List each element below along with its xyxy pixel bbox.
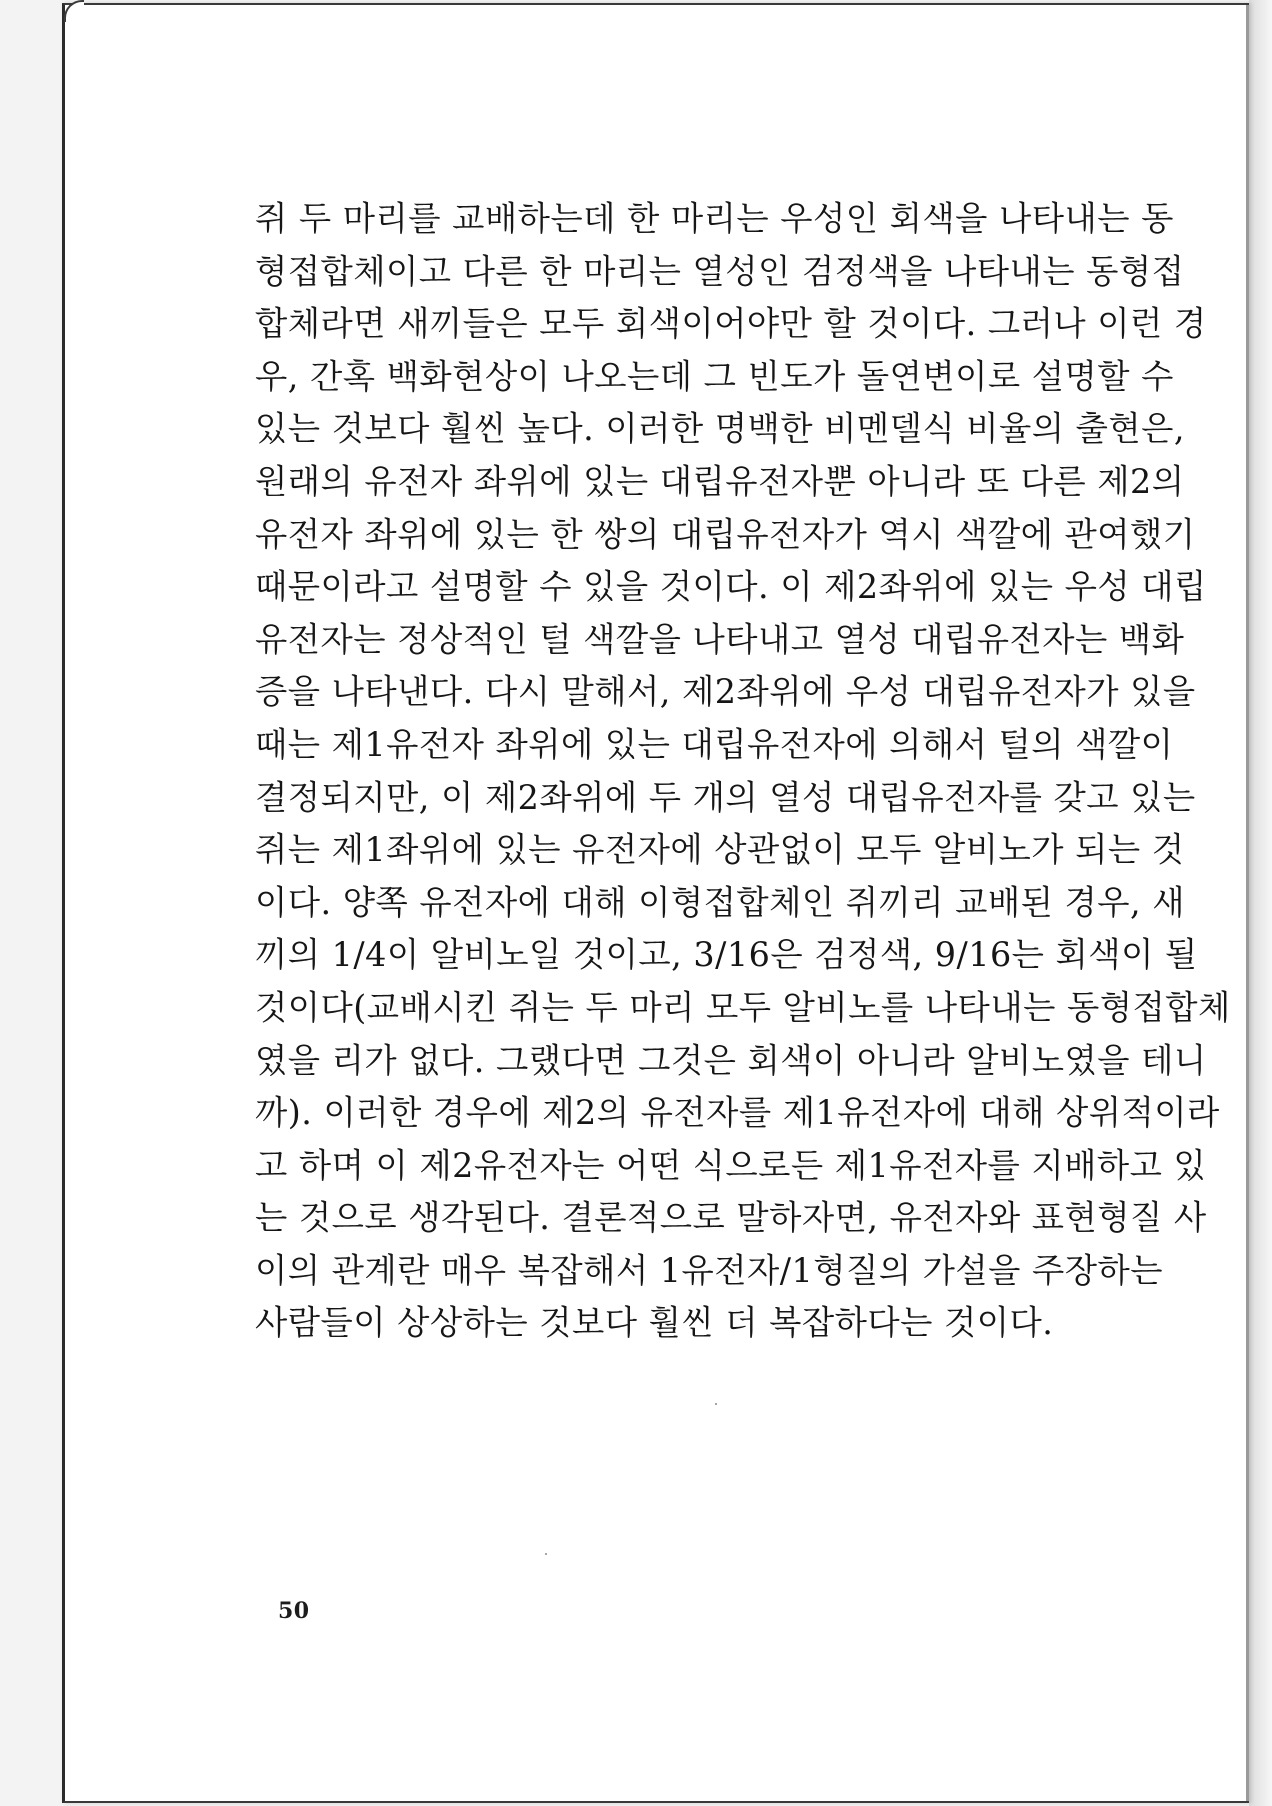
text-line: 였을 리가 없다. 그랬다면 그것은 회색이 아니라 알비노였을 테니 (255, 1040, 1207, 1080)
text-line: 원래의 유전자 좌위에 있는 대립유전자뿐 아니라 또 다른 제2의 (255, 461, 1185, 501)
body-paragraph (255, 193, 1231, 1350)
text-line: 이의 관계란 매우 복잡해서 1유전자/1형질의 가설을 주장하는 (255, 1250, 1164, 1290)
text-line: 쥐 두 마리를 교배하는데 한 마리는 우성인 회색을 나타내는 동 (255, 199, 1174, 238)
scan-speck (545, 1553, 547, 1555)
text-line: 형접합체이고 다른 한 마리는 열성인 검정색을 나타내는 동형접 (255, 251, 1185, 291)
text-line: 합체라면 새끼들은 모두 회색이어야만 할 것이다. 그러나 이런 경 (255, 304, 1207, 344)
text-line: 것이다(교배시킨 쥐는 두 마리 모두 알비노를 나타내는 동형접합체 (255, 987, 1231, 1027)
scan-speck (715, 1403, 717, 1405)
text-line: 유전자 좌위에 있는 한 쌍의 대립유전자가 역시 색깔에 관여했기 (255, 514, 1196, 554)
text-line-last: 사람들이 상상하는 것보다 훨씬 더 복잡하다는 것이다. (255, 1303, 1054, 1343)
text-line: 증을 나타낸다. 다시 말해서, 제2좌위에 우성 대립유전자가 있을 (255, 672, 1196, 712)
binding-shadow (1249, 0, 1272, 1806)
text-line: 때문이라고 설명할 수 있을 것이다. 이 제2좌위에 있는 우성 대립 (255, 567, 1207, 607)
text-line: 끼의 1/4이 알비노일 것이고, 3/16은 검정색, 9/16는 회색이 될 (255, 935, 1198, 975)
text-line: 는 것으로 생각된다. 결론적으로 말하자면, 유전자와 표현형질 사 (255, 1198, 1207, 1238)
text-line: 고 하며 이 제2유전자는 어떤 식으로든 제1유전자를 지배하고 있 (255, 1145, 1207, 1185)
text-line: 결정되지만, 이 제2좌위에 두 개의 열성 대립유전자를 갖고 있는 (255, 777, 1196, 817)
text-line: 때는 제1유전자 좌위에 있는 대립유전자에 의해서 털의 색깔이 (255, 724, 1174, 764)
page-number: 50 (278, 1598, 310, 1624)
text-line: 우, 간혹 백화현상이 나오는데 그 빈도가 돌연변이로 설명할 수 (255, 356, 1174, 396)
text-line: 이다. 양쪽 유전자에 대해 이형접합체인 쥐끼리 교배된 경우, 새 (255, 882, 1186, 922)
text-line: 있는 것보다 훨씬 높다. 이러한 명백한 비멘델식 비율의 출현은, (255, 409, 1186, 449)
text-line: 유전자는 정상적인 털 색깔을 나타내고 열성 대립유전자는 백화 (255, 619, 1185, 659)
text-line: 까). 이러한 경우에 제2의 유전자를 제1유전자에 대해 상위적이라 (255, 1093, 1220, 1133)
text-line: 쥐는 제1좌위에 있는 유전자에 상관없이 모두 알비노가 되는 것 (255, 830, 1185, 870)
